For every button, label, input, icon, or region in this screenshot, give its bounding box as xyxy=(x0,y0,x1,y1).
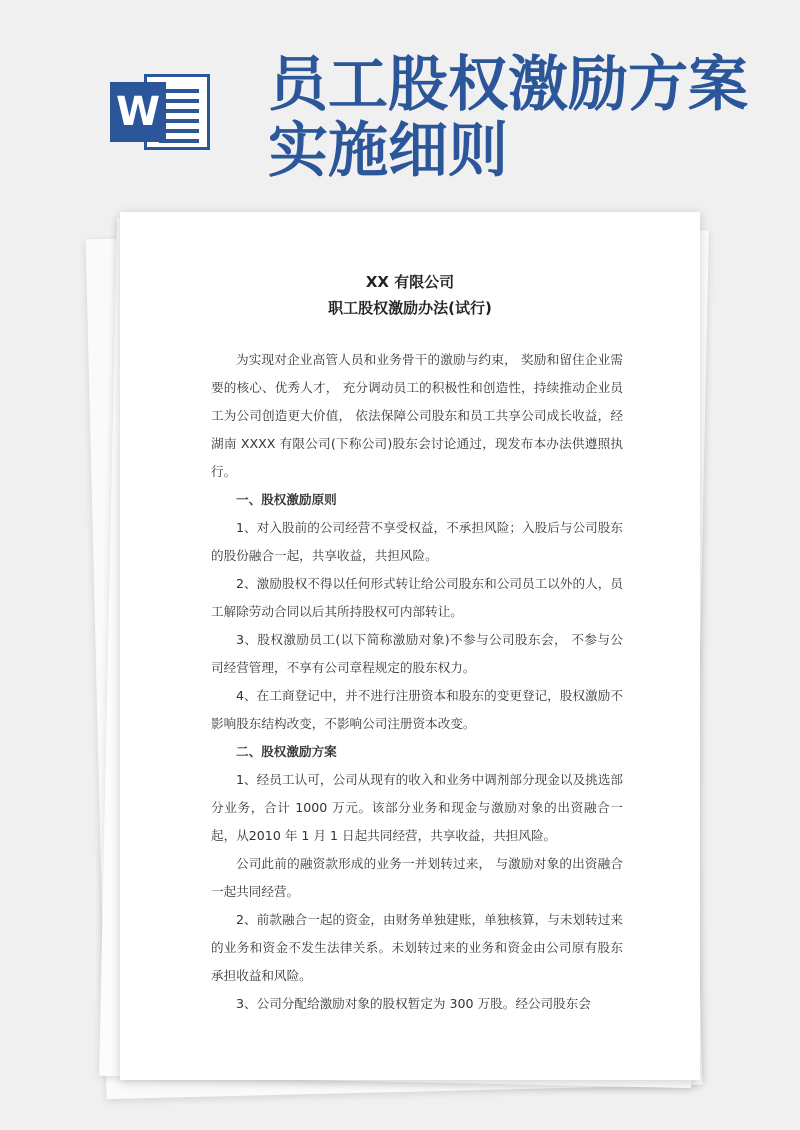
company-name: XX 有限公司 xyxy=(365,273,455,291)
paragraph: 1、经员工认可，公司从现有的收入和业务中调剂部分现金以及挑选部分业务，合计 1000 万元。该部分业务和现金与激励对象的出资融合一起，从2010 年 1 月 1 日起共同经营，共享收益，共担风险。 xyxy=(211,772,623,843)
section-heading: 二、股权激励方案 xyxy=(236,744,337,759)
paragraph: 4、在工商登记中，并不进行注册资本和股东的变更登记，股权激励不影响股东结构改变，不影响公司注册资本改变。 xyxy=(211,688,623,731)
paragraph: 为实现对企业高管人员和业务骨干的激励与约束， 奖励和留住企业需要的核心、优秀人才， 充分调动员工的积极性和创造性，持续推动企业员工为公司创造更大价值， 依法保障公司股东和员工共享公司成长收益，经湖南 XXXX 有限公司(下称公司)股东会讨论通过，现发布本办法供遵照执行。 xyxy=(211,352,623,479)
banner-title xyxy=(268,52,748,184)
paragraph: 公司此前的融资款形成的业务一并划转过来， 与激励对象的出资融合一起共同经营。 xyxy=(211,856,623,899)
banner-title-line1: 员工股权激励方案 xyxy=(268,50,748,120)
word-app-icon xyxy=(110,70,218,152)
document-body xyxy=(211,346,623,1018)
paragraph: 2、激励股权不得以任何形式转让给公司股东和公司员工以外的人，员工解除劳动合同以后其所持股权可内部转让。 xyxy=(211,576,623,619)
paragraph: 1、对入股前的公司经营不享受权益，不承担风险；入股后与公司股东的股份融合一起，共享收益，共担风险。 xyxy=(211,520,623,563)
banner-title-line2: 实施细则 xyxy=(268,116,508,186)
paragraph: 2、前款融合一起的资金，由财务单独建账，单独核算，与未划转过来的业务和资金不发生法律关系。未划转过来的业务和资金由公司原有股东承担收益和风险。 xyxy=(211,912,623,983)
document-page xyxy=(120,212,700,1080)
word-badge-icon: W xyxy=(110,82,166,142)
section-heading: 一、股权激励原则 xyxy=(236,492,337,507)
paragraph: 3、公司分配给激励对象的股权暂定为 300 万股。经公司股东会 xyxy=(236,996,591,1011)
paragraph: 3、股权激励员工(以下简称激励对象)不参与公司股东会， 不参与公司经营管理，不享有公司章程规定的股东权力。 xyxy=(211,632,623,675)
document-title: 职工股权激励办法(试行) xyxy=(328,299,492,317)
